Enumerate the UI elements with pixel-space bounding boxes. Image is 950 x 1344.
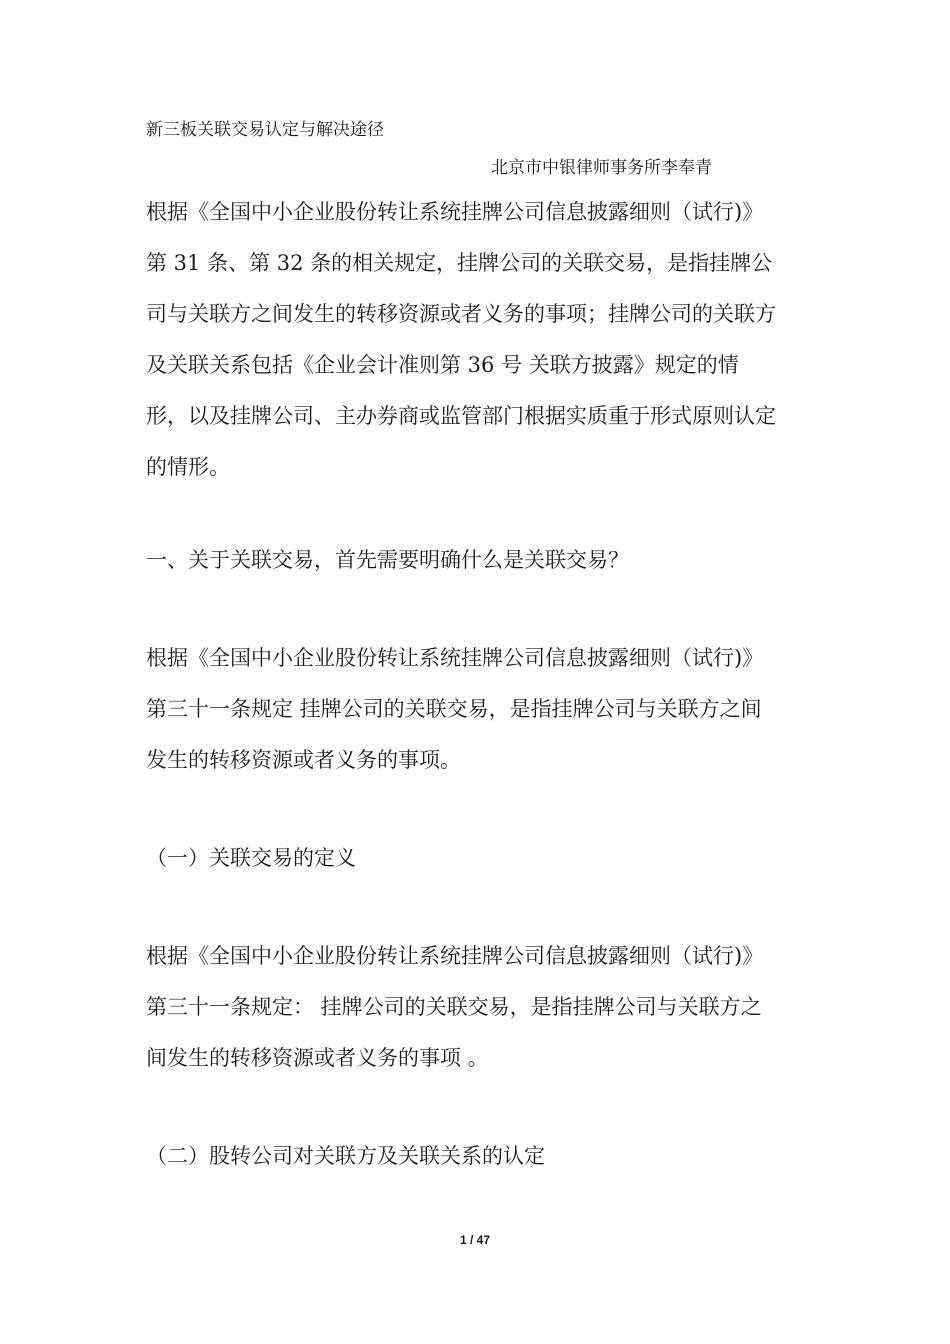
intro-line: 司与关联方之间发生的转移资源或者义务的事项；挂牌公司的关联方 xyxy=(146,302,776,326)
page-number: 1 / 47 xyxy=(459,1233,491,1247)
intro-line: 的情形。 xyxy=(146,455,230,479)
intro-line: 第 31 条、第 32 条的相关规定，挂牌公司的关联交易，是指挂牌公 xyxy=(146,251,773,275)
document-title: 新三板关联交易认定与解决途径 xyxy=(146,120,384,140)
section1-line: 第三十一条规定 挂牌公司的关联交易，是指挂牌公司与关联方之间 xyxy=(146,697,762,721)
subsection1-heading: （一）关联交易的定义 xyxy=(146,846,356,870)
intro-paragraph xyxy=(146,187,806,493)
intro-line: 形，以及挂牌公司、主办券商或监管部门根据实质重于形式原则认定 xyxy=(146,404,776,428)
intro-line: 根据《全国中小企业股份转让系统挂牌公司信息披露细则（试行)》 xyxy=(146,200,764,224)
subsection1-line: 第三十一条规定： 挂牌公司的关联交易，是指挂牌公司与关联方之 xyxy=(146,995,762,1019)
subsection1-line: 根据《全国中小企业股份转让系统挂牌公司信息披露细则（试行)》 xyxy=(146,944,764,968)
section1-line: 根据《全国中小企业股份转让系统挂牌公司信息披露细则（试行)》 xyxy=(146,646,764,670)
subsection1-paragraph xyxy=(146,931,806,1084)
document-author: 北京市中银律师事务所李奉青 xyxy=(491,158,712,178)
subsection2-heading: （二）股转公司对关联方及关联关系的认定 xyxy=(146,1144,545,1168)
subsection1-line: 间发生的转移资源或者义务的事项 。 xyxy=(146,1046,489,1070)
intro-line: 及关联关系包括《企业会计准则第 36 号 关联方披露》规定的情 xyxy=(146,353,739,377)
section1-line: 发生的转移资源或者义务的事项。 xyxy=(146,748,461,772)
section1-heading: 一、关于关联交易，首先需要明确什么是关联交易？ xyxy=(146,548,629,572)
section1-paragraph xyxy=(146,633,806,786)
